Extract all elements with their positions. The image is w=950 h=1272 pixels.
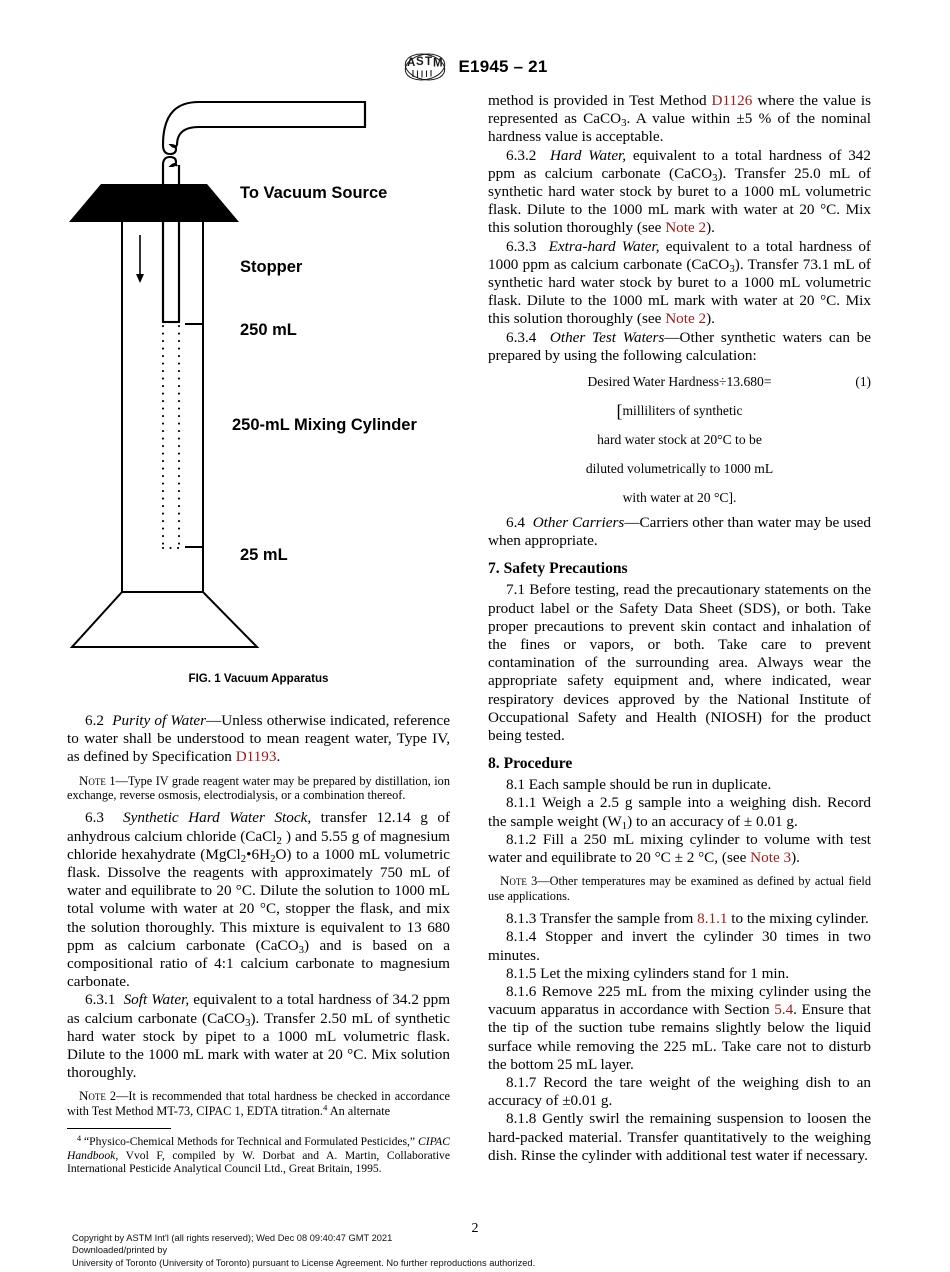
clause-term: Soft Water, xyxy=(123,991,190,1009)
paragraph-8-1-1: 8.1.1 Weigh a 2.5 g sample into a weighing dish. Record the sample weight $(W_1)$ to an accuracy of ± 0.01 g. xyxy=(488,794,871,832)
note-label: Note xyxy=(500,873,527,889)
clause-term: Purity of Water xyxy=(112,712,207,729)
figure-label-25ml: 25 mL xyxy=(240,546,288,564)
equation-line-3: hard water stock at 20°C to be xyxy=(597,432,762,448)
standard-designation: E1945 – 21 xyxy=(458,57,548,76)
figure-label-stopper: Stopper xyxy=(240,258,303,276)
link-8-1-1[interactable]: 8.1.1 xyxy=(697,910,728,928)
section-heading-7: 7. Safety Precautions xyxy=(488,560,628,578)
clause-number: 8.1.1 xyxy=(506,794,537,812)
svg-text:A: A xyxy=(406,57,415,69)
paragraph-6-3: 6.3 Synthetic Hard Water Stock, transfer 12.14 g of anhydrous calcium chloride (CaCl$_2$ ) and 5.55 g of magnesium chloride hexahydrate $(MgCl_2•6H_2O)$ to a 1000 mL volumetric flask. Dissolve the reagents with approximately 750 mL of water and equilibrate to 20 °C. Dilute the solution to 1000 mL total volume with water at 20 °C, stopper the flask, and mix the solution thoroughly. This mixture is equivalent to 13 680 ppm as calcium carbonate (CaCO$_3$) and is based on a compositional ratio of 4:1 calcium carbonate to magnesium carbonate. xyxy=(67,809,450,991)
astm-logo-icon xyxy=(403,52,447,82)
clause-number: 8.1.7 xyxy=(506,1073,537,1091)
clause-term: Other Test Waters xyxy=(549,328,665,346)
paragraph-6-3-1: 6.3.1 Soft Water, equivalent to a total hardness of 34.2 ppm as calcium carbonate (CaCO$_3$). Transfer 2.50 mL of synthetic hard water stock by pipet to a 1000 mL volumetric flask. Dilute to the 1000 mL mark with water at 20 °C. Mix solution thoroughly. xyxy=(67,991,451,1082)
figure-label-mixing-cylinder: 250-mL Mixing Cylinder xyxy=(232,416,417,434)
paragraph-8-1-7: 8.1.7 Record the tare weight of the weighing dish to an accuracy of ±0.01 g. xyxy=(488,1073,871,1110)
clause-number: 8.1.4 xyxy=(506,928,537,946)
paragraph-6-3-4: 6.3.4 Other Test Waters—Other synthetic waters can be prepared by using the following calculation: xyxy=(488,328,871,364)
clause-number: 6.3.1 xyxy=(85,991,116,1009)
figure-label-250ml: 250 mL xyxy=(240,321,297,339)
svg-text:M: M xyxy=(432,57,443,70)
clause-term: Hard Water, xyxy=(549,146,627,164)
clause-term: Other Carriers xyxy=(532,514,625,532)
note-label: Note xyxy=(79,1088,106,1104)
bracket-open: [ xyxy=(616,401,623,422)
link-note-2[interactable]: Note 2 xyxy=(665,219,707,237)
svg-text:S: S xyxy=(415,56,424,68)
link-note-3[interactable]: Note 3 xyxy=(750,849,792,867)
clause-number: 6.3.3 xyxy=(506,237,537,255)
equation-line-5: with water at 20 °C]. xyxy=(622,490,737,506)
footnote-4: $^4$ “Physico-Chemical Methods for Technical and Formulated Pesticides,” CIPAC Handbook, Vvol F, compiled by W. Dorbat and A. Martin, Collaborative International Pesticide Analytical Council Ltd., Great Britain, 1995. xyxy=(67,1134,450,1176)
link-d1193[interactable]: D1193 xyxy=(235,748,277,766)
paragraph-6-3-3: 6.3.3 Extra-hard Water, equivalent to a total hardness of 1000 ppm as calcium carbonate (CaCO$_3$). Transfer 73.1 mL of synthetic hard water stock by buret to a 1000 mL volumetric flask. Dilute to the 1000 mL mark with water at 20 °C. Mix this solution thoroughly (see Note 2). xyxy=(488,237,871,328)
link-note-2[interactable]: Note 2 xyxy=(665,310,707,328)
note-2: Note 2—It is recommended that total hardness be checked in accordance with Test Method MT-73, CIPAC 1, EDTA titration.$^4$ An alternate xyxy=(67,1088,450,1118)
paragraph-6-3-2: 6.3.2 Hard Water, equivalent to a total hardness of 342 ppm as calcium carbonate (CaCO$_3$). Transfer 25.0 mL of synthetic hard water stock by buret to a 1000 mL volumetric flask. Dilute to the 1000 mL mark with water at 20 °C. Mix this solution thoroughly (see Note 2). xyxy=(488,146,871,237)
equation-line-4: diluted volumetrically to 1000 mL xyxy=(585,461,774,477)
paragraph-7-1: 7.1 Before testing, read the precautionary statements on the product label or the Safety Data Sheet (SDS), or both. Take proper precautions to prevent skin contact and inhalation of the fines or vapors, or both. Take care to prevent contamination of the surrounding area. Always wear the appropriate safety equipment and, where indicated, wear respiratory devices approved by the National Institute of Occupational Safety and Health (NIOSH) for the product being tested. xyxy=(488,581,871,745)
clause-number: 6.4 xyxy=(506,514,525,532)
paragraph-8-1-4: 8.1.4 Stopper and invert the cylinder 30 times in two minutes. xyxy=(488,928,871,964)
paragraph-8-1-6: 8.1.6 Remove 225 mL from the mixing cylinder using the vacuum apparatus in accordance with Section 5.4. Ensure that the tip of the suction tube remains slightly below the liquid surface while removing the 225 mL. Take care not to disturb the bottom 25 mL layer. xyxy=(488,982,872,1073)
link-d1126[interactable]: D1126 xyxy=(711,92,753,109)
paragraph-8-1-3: 8.1.3 Transfer the sample from 8.1.1 to the mixing cylinder. xyxy=(506,910,869,928)
clause-number: 8.1.6 xyxy=(506,982,537,1000)
paragraph-continued: method is provided in Test Method D1126 where the value is represented as CaCO$_3$. A value within ±5 % of the nominal hardness value is acceptable. xyxy=(488,92,871,146)
footer-line-downloaded: Downloaded/printed by xyxy=(72,1245,168,1256)
paragraph-8-1: 8.1 Each sample should be run in duplicate. xyxy=(506,776,772,794)
section-heading-8: 8. Procedure xyxy=(488,755,573,773)
clause-number: 8.1 xyxy=(506,776,525,794)
copyright-footer xyxy=(72,1232,892,1269)
footnote-rule xyxy=(67,1128,171,1129)
clause-number: 8.1.2 xyxy=(506,830,537,848)
paragraph-6-2: 6.2 Purity of Water—Unless otherwise indicated, reference to water shall be understood to mean reagent water, Type IV, as defined by Specification D1193. xyxy=(67,712,450,766)
paragraph-6-4: 6.4 Other Carriers—Carriers other than water may be used when appropriate. xyxy=(488,514,871,550)
clause-number: 6.3 xyxy=(85,809,104,827)
footer-line-license: University of Toronto (University of Toronto) pursuant to License Agreement. No further reproductions authorized. xyxy=(72,1257,536,1268)
note-1: Note 1—Type IV grade reagent water may be prepared by distillation, ion exchange, reverse osmosis, electrodialysis, or a combination thereof. xyxy=(67,772,450,803)
equation-line-2: [milliliters of synthetic xyxy=(616,401,743,422)
clause-number: 6.2 xyxy=(85,712,104,729)
vacuum-apparatus-diagram xyxy=(67,92,450,692)
clause-number: 8.1.3 xyxy=(506,910,537,928)
figure-caption: FIG. 1 Vacuum Apparatus xyxy=(188,672,329,685)
page-number: 2 xyxy=(471,1221,479,1236)
figure-1-vacuum-apparatus xyxy=(67,92,450,692)
equation-number: (1) xyxy=(855,374,871,390)
footer-line-copyright: Copyright by ASTM Int'l (all rights reserved); Wed Dec 08 09:40:47 GMT 2021 xyxy=(72,1233,393,1243)
left-column xyxy=(67,712,450,1176)
page-header xyxy=(0,52,950,82)
clause-term: Synthetic Hard Water Stock, xyxy=(123,809,312,827)
clause-number: 6.3.2 xyxy=(506,146,537,164)
clause-number: 7.1 xyxy=(506,581,525,599)
clause-number: 8.1.8 xyxy=(506,1110,537,1128)
note-label: Note xyxy=(79,772,106,788)
paragraph-8-1-5: 8.1.5 Let the mixing cylinders stand for 1 min. xyxy=(506,964,790,982)
equation-1 xyxy=(488,374,871,506)
paragraph-8-1-8: 8.1.8 Gently swirl the remaining suspension to loosen the hard-packed material. Transfer quantitatively to the weighing dish. Rinse the cylinder with additional test water if necessary. xyxy=(488,1110,871,1164)
right-column xyxy=(488,92,871,1165)
figure-label-vacuum-source: To Vacuum Source xyxy=(240,184,388,202)
svg-text:T: T xyxy=(424,56,432,68)
clause-term: Extra-hard Water, xyxy=(548,237,660,255)
clause-number: 8.1.5 xyxy=(506,964,537,982)
clause-number: 6.3.4 xyxy=(506,328,537,346)
paragraph-8-1-2: 8.1.2 Fill a 250 mL mixing cylinder to volume with test water and equilibrate to 20 °C ± 2 °C, (see Note 3). xyxy=(488,830,871,867)
link-5-4[interactable]: 5.4 xyxy=(774,1001,794,1019)
note-3: Note 3—Other temperatures may be examined as defined by actual field use applications. xyxy=(488,873,871,903)
equation-line-1: Desired Water Hardness÷13.680= (1) xyxy=(587,374,871,390)
